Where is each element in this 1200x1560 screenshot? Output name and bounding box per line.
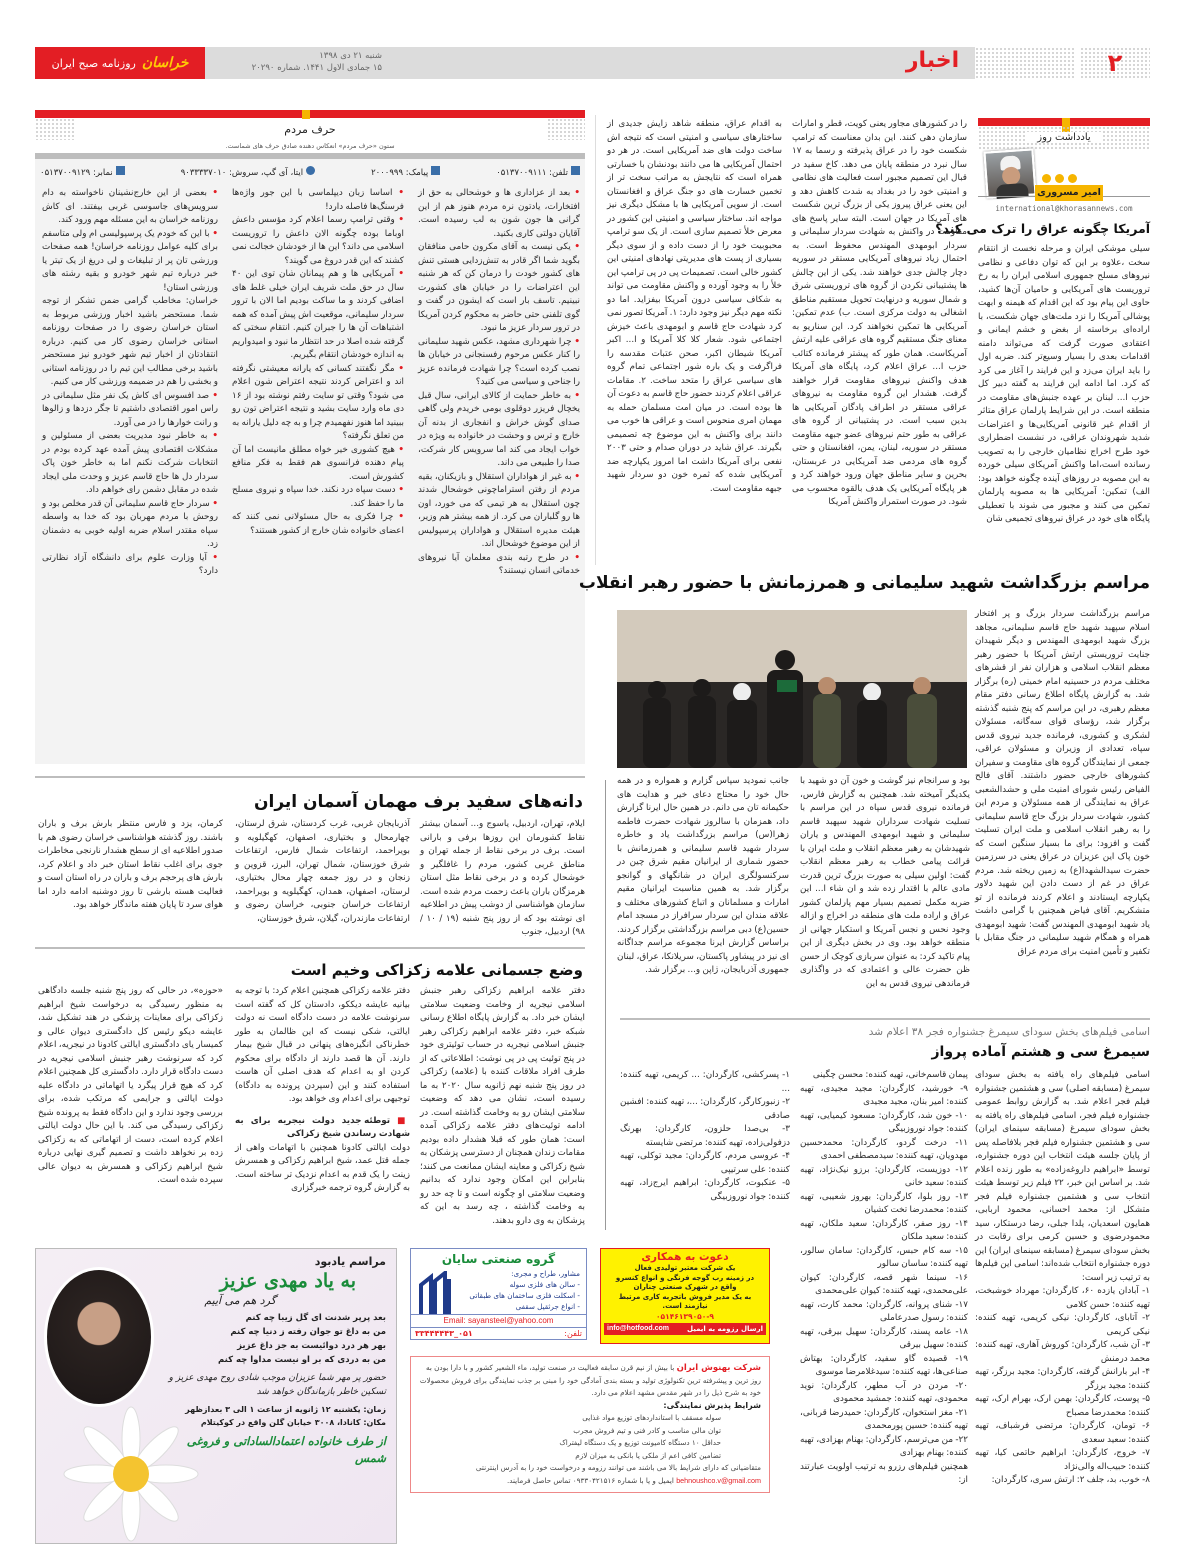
list-item: ۱۷- شنای پروانه، کارگردان: محمد کارت، تهیه کننده: رسول صدرعاملی bbox=[800, 1299, 968, 1323]
newspaper-logo bbox=[35, 47, 205, 79]
list-item: ۱۸- عامه پسند، کارگردان: سهیل بیرقی، تهیه کننده: سهیل بیرقی bbox=[800, 1326, 968, 1350]
zakzaky-column-2-text: دفتر علامه زکزاکی همچنین اعلام کرد: با توجه به بیانیه عایشه دیککو، دادستان کل که گفته است سرنوشت علامه در دست دادگاه است نه دولت ایالتی، شکی نیست که این ظالمان به طور خطرناکی انگیزه‌های پنهانی در قبال شیخ بیمار دارند. آن ها قصد دارند از دادگاه برای محکوم کردن او به اعدام که هدف اصلی آن هاست استفاده کنند و این (سپردن پرونده به دادگاه) توجیهی برای اعدام وی خواهد بود. bbox=[235, 986, 410, 1104]
sayan-services: مشاور، طراح و مجری: - سالن های فلزی سوله - اسکلت فلزی ساختمان های طبقاتی - انواع جرثقیل سقفی bbox=[469, 1269, 580, 1311]
memorial-kicker: مراسم یادبود bbox=[314, 1255, 386, 1268]
list-item: ۳- آن شب، کارگردان: کوروش آهاری، تهیه کننده: محمد درمنش bbox=[975, 1340, 1150, 1364]
harf-mardom-title: حرف مردم bbox=[74, 119, 545, 141]
editorial-headline: آمریکا چگونه عراق را ترک می کند؟ bbox=[935, 221, 1150, 236]
issue-date bbox=[222, 50, 382, 74]
behnoosh-intro: با بیش از نیم قرن سابقه فعالیت در صنعت تولید، ماء الشعیر کشور و با دارا بودن به روز ترین و پیشرفته ترین تکنولوژی تولید و بسته بندی آمادگی خود را مبنی بر جذب نمایندگی برای فروش محصولات خود به شرح ذیل را در شهر مقدس مشهد اعلام می دارد. bbox=[419, 1363, 761, 1397]
author-name: امیر مسروری bbox=[1035, 185, 1103, 201]
soleimani-text-column-3: جانب نمودید سپاس گزارم و همواره و در همه حال خود را محتاج دعای خیر و هدایت های حکیمانه تان می دانم. در همین حال ایرنا گزارش داد، همزمان با سالروز شهادت حضرت فاطمه زهرا(س) مراسم بزرگداشت یاد و خاطره سردار شهید قاسم سلیمانی و همرزمانش با حضور شماری از ایرانیان مقیم شرق چین در سرکنسولگری ایران در شانگهای و گوانجو برگزار شد. به همین مناسبت ایرانیان مقیم امارات و مسلمانان و اتباع کشورهای مختلف و علاقه مندان این سردار سرافراز در مسجد امام حسین(ع) دبی مراسم بزرگداشتی برگزار کردند. براساس گزارش ایرنا مجموعه مراسم جداگانه ای نیز در پیشاور پاکستان، سریلانکا، عراق، لبنان جمهوری آذربایجان، ژاپن و... برگزار شد. bbox=[617, 776, 789, 975]
invite-title: دعوت به همکاری bbox=[641, 1251, 729, 1263]
list-item: بعد پرپر شدنت ای گل زیبا چه کنم bbox=[245, 1313, 386, 1323]
list-item: • چرا فکری به حال مسئولانی نمی کنند که اعضای خانواده شان خارج از کشور هستند؟ bbox=[232, 511, 404, 538]
list-item: • صد افسوس ای کاش یک نفر مثل سلیمانی در راس امور اقتصادی داشتیم تا جگر دزدها و زالوها و رانت خوارها را در می آورد. bbox=[42, 390, 218, 431]
list-item: ۱۲- دوزیست، کارگردان: برزو نیک‌نژاد، تهیه کننده: سعید خانی bbox=[800, 1164, 968, 1188]
list-item: • یکی نیست به آقای مکرون حامی منافقان بگوید شما اگر قادر به تنش‌زدایی هستی تنش های کشور خودت را درمان کن که هر شنبه این اعتراضات را در خیابان های کشورت نبینیم. تاسف بار است که ایشون در گفت و گوی تلفنی حتی حاضر به محکوم کردن آمریکا در ترور سردار عزیز ما نبود. bbox=[418, 241, 580, 336]
list-item: • آیا وزارت علوم برای دانشگاه آزاد نظارتی دارد؟ bbox=[42, 552, 218, 579]
invite-cta[interactable]: ارسال رزومه به ایمیل info@hotfood.com bbox=[604, 1323, 766, 1335]
editorial-label: یادداشت روز bbox=[1027, 132, 1100, 143]
contact-fax[interactable]: نمابر: ۰۵۱۳۷۰۰۹۱۲۹ bbox=[40, 166, 125, 178]
harf-mardom-column-2 bbox=[232, 187, 404, 538]
list-item: • به خاطر نبود مدیریت بعضی از مسئولین و مشکلات اقتصادی پیش آمده عهد کرده بودم در انتخابات شرکت نکنم اما به خاطر خون پاک سردار دل ها حاج قاسم عزیز و وحدت ملی ایجاد شده در مقابل دشمن رای خواهم داد. bbox=[42, 430, 218, 498]
list-item: ۱۵- سه کام حبس، کارگردان: سامان سالور، تهیه کننده: ساسان سالور bbox=[800, 1245, 968, 1269]
films-kicker: اسامی فیلم‌های بخش سودای سیمرغ جشنواره فجر ۳۸ اعلام شد bbox=[868, 1026, 1150, 1038]
editorial-column-3: به اقدام عراق، منطقه شاهد زایش جدیدی از ساختارهای سیاسی و امنیتی است که نتیجه اش ساخت دولت های ضد آمریکایی است. در هر دو احتمال آمریکایی ها می دانند بودنشان با خسارتی همراه است که نتایجش به مراتب سخت تر از تخمین خسارت های دو جنگ عراق و افغانستان است. از سویی آمریکایی ها با مشکل دیگری نیز مواجه اند. ساختار سیاسی و امنیتی این کشور در معرض خلأ تصمیم سازی است. از یک سو ترامپ محبوبیت خود را از دست داده و از سوی دیگر بسیاری از پست های مدیریتی نهادهای امنیتی این کشور خالی است. تصمیمات پی در پی ترامپ این خلأ را به وجود آورده و واکنش مقاومت می تواند به شکاف سیاسی درون آمریکا بیفزاید. اما دو نکته مهم دیگر نیز وجود دارد: ۱. آمریکا تصور نمی کرد شهادت حاج قاسم و ابومهدی باعث خیزش اجتماعی شود. شعار کلا کلا آمریکا و ا... اکبر آمریکا شیطان اکبر، صحن عتبات مقدسه را فراگرفت و یک باره شور اجتماعی تمام گروه های سیاسی عراق را متحد ساخت. ۲. مقامات عراقی اعلام کردند حضور حاج قاسم به دعوت آن ها بوده است. در میان امت مسلمان حمله به مهمان امری منحوس است و عراقی ها خوب می دانند برای واکنش به این موضوع چه تصمیمی بگیرند. عراق شاید در دوران صدام و حتی ۲۰۰۳ نفعی برای آمریکا داشت اما امروز یکپارچه ضد آمریکایی شده که ثمره خون دو سردار شهید جبهه مقاومت است. bbox=[607, 119, 783, 494]
list-item: ۴- عروسی مردم، کارگردان: مجید توکلی، تهیه کننده: علی سرتیپی bbox=[620, 1151, 790, 1175]
soleimani-text-column-2: بود و سرانجام نیز گوشت و خون آن دو شهید با یکدیگر آمیخته شد. همچنین به گزارش فارس، فرمانده نیروی قدس سپاه در این مراسم با تسلیت شهادت سرداران شهید سپهبد قاسم سلیمانی و شهید ابومهدی المهندس و یاران شهیدشان به رهبر معظم انقلاب و ملت ایران با قرائت پیامی خطاب به رهبر معظم انقلاب گفت: اولین سیلی به صورت بزرگ ترین قدرت مادی عالم با اقتدار زده شد و ان شاء ا... این ضربه مکمل تصمیم بسیار مهم پارلمان کشور عراق و اراده ملت های منطقه در اخراج و ازاله وجود نحس و نجس آمریکا و استکبار جهانی از منطقه خواهد بود. وی در بخش دیگری از این پیام تاکید کرد: به عنوان سربازی کوچک از حسن ظن حضرت عالی و اعتمادی که در واگذاری فرماندهی نیروی قدس به این bbox=[800, 776, 970, 989]
list-item: نیازمند است. bbox=[662, 1302, 708, 1310]
harf-mardom-column-3 bbox=[42, 187, 218, 579]
list-item: توان مالی مناسب و کادر فنی و تیم فروش مجرب bbox=[573, 1425, 721, 1435]
snow-column-3: کرمان، یزد و فارس منتظر بارش برف و باران باشند. روز گذشته هواشناسی خراسان رضوی هم با صدور اطلاعیه ای از سطح هشدار نارنجی مخاطرات جوی برای اغلب نقاط استان خبر داد و اعلام کرد، بارش های پرحجم برف و باران در راه استان است و فعالیت هسته بارشی تا روز دوشنبه ادامه دارد اما هوای سرد تا پایان هفته ماندگار خواهد بود. bbox=[38, 819, 223, 910]
behnoosh-footer: متقاضیانی که دارای شرایط بالا می باشند می توانند رزومه و درخواست خود را به آدرس اینترنتی bbox=[475, 1463, 761, 1472]
ceremony-photo-figures bbox=[617, 610, 967, 768]
zakzaky-column-3: «حوزه»، در حالی که روز پنج شنبه جلسه دادگاهی به منظور رسیدگی به درخواست شیخ ابراهیم زکزاکی برای معاینات پزشکی در هند تشکیل شد، عایشه دیکو رئیس کل دادگستری دیوان عالی و کمیسار یای دادگستری ایالتی کادونا در نیجریه، اعلام کرد که سرنوشت رهبر جنبش اسلامی نیجریه در دست دادگاه قرار دارد. دادگستری کل همچنین اعلام کرد که هیچ قرار پیگرد یا اتهاماتی در دادگاه علیه دولت ایالتی و جرایمی که مرتکب شده، برای بررسی وجود ندارد و این دادگاه فقط به پرونده شیخ زکزاکی رسیدگی می کند. با این حال دولت ایالتی اعلام کرده است، دست از اتهاماتی که به زکزاکی زده بر نخواهد داشت و تصمیم گیری نهایی درباره شیخ ابراهیم زکزاکی و همسرش به دیوان عالی سپرده شده است. bbox=[38, 986, 223, 1185]
logo-brand: خراسان bbox=[141, 55, 189, 71]
list-item: خراسان: مخاطب گرامی ضمن تشکر از توجه شما. مستحضر باشید اخبار ورزشی مربوط به استان خراسان رضوی را در صفحات روزنامه استانی خراسان رضوی کار می کنیم. درباره انتقادتان از اخبار تیم شهر خودرو نیز مستحضر باشید برخی مطالب این تیم را در روزنامه استانی و بخشی را هم در ضمیمه ورزشی کار می کنیم. bbox=[42, 296, 218, 387]
list-item: همچنین فیلم‌های رزرو به ترتیب اولویت عبارتند از: bbox=[800, 1461, 968, 1485]
list-item: • در طرح رتبه بندی معلمان آیا نیروهای خدماتی انسان نیستند؟ bbox=[418, 552, 580, 579]
list-item: • سردار حاج قاسم سلیمانی آن قدر مخلص بود و روحش با مردم مهربان بود که خدا به واسطه سپاه مقتدر اسلام ضربه اولیه خوبی به دشمنان زد. bbox=[42, 498, 218, 552]
list-item: • به خاطر حمایت از کالای ایرانی، سال قبل یخچال فریزر دوقلوی بومی خریدم ولی گاهی صدای گوش خراش و انفجاری از بدنه آن خارج و ترس و وحشت در خانواده به ویژه در خواب ایجاد می کند اما سرویس کار شرکت، صدا را طبیعی می داند. bbox=[418, 390, 580, 471]
header-dots bbox=[975, 47, 1075, 79]
page-number: ۲ bbox=[1080, 47, 1150, 79]
list-item: ۶- تومان، کارگردان: مرتضی فرشباف، تهیه کننده: سعید سعدی bbox=[975, 1421, 1150, 1445]
job-invite-ad bbox=[600, 1248, 770, 1344]
logo-tagline: روزنامه صبح ایران bbox=[51, 56, 136, 70]
list-item: ۵- عنکبوت، کارگردان: ابراهیم ایرج‌زاد، تهیه کننده: جواد نوروزبیگی bbox=[620, 1178, 790, 1202]
list-item: • با این که خودم یک پرسپولیسی ام ولی متاسفم برای کلیه عوامل روزنامه خراسان! همه صفحات ورزشی تان پر از تبلیغات و لی دریغ از یک تیتر یا خبر درباره تیم شهر خودرو و بقیه رشته های ورزشی استان! bbox=[42, 228, 218, 296]
contact-sms[interactable]: پیامک: ۲۰۰۰۹۹۹ bbox=[371, 166, 440, 178]
behnoosh-footer2: ایمیل و یا با شماره ۰۹۳۳۰۴۲۱۵۱۶ تماس حاصل فرمایند. bbox=[506, 1475, 674, 1485]
sayan-phone: تلفن: ۰۵۱_۳۳۴۴۴۴۴۳ bbox=[411, 1327, 586, 1340]
list-item: • اساسا زبان دیپلماسی با این جور واژه‌ها فرسنگ‌ها فاصله دارد! bbox=[232, 187, 404, 214]
list-item: به یک مدیر فروش باتجربه کاری مرتبط bbox=[618, 1292, 752, 1301]
behnoosh-ad bbox=[410, 1356, 770, 1493]
zakzaky-column-1: دفتر علامه ابراهیم زکزاکی رهبر جنبش اسلامی نیجریه از وخامت وضعیت سلامتی ایشان خبر داد. به گزارش پایگاه اطلاع رسانی شبکه خبر، دفتر علامه ابراهیم زکزاکی رهبر جنبش اسلامی نیجریه در حساب توئیتری خود در پنج توئیت پی در پی نوشت: اطلاعاتی که از طرف افراد ملاقات کننده با (علامه) زکزاکی در روز پنج شنبه نهم ژانویه سال ۲۰۲۰ به ما رسیده است، نشان می دهد که وضعیت سلامتی ایشان رو به وخامت گذاشته است. در ادامه توئیت‌های دفتر علامه زکزاکی آمده است: همان طور که قبلا هشدار داده بودیم مقامات زندان همچنان از دسترسی پزشکان به شیخ زکزاکی و معاینه ایشان ممانعت می کنند؛ بنابراین این امکان وجود ندارد که بدانیم وضعیت سلامتی او چگونه است و تا چه حد رو به وخامت گذاشته ، چه رسد به این که پزشکان به وی دارو بدهند. bbox=[420, 986, 586, 1226]
list-item: • چرا شهرداری مشهد، عکس شهید سلیمانی را کنار عکس مرحوم رفسنجانی در خیابان ها نصب کرده است؟ چرا شهادت فرمانده عزیز را جناحی و سیاسی می کنید؟ bbox=[418, 336, 580, 390]
memorial-subtitle: گرد هم می آییم bbox=[204, 1294, 276, 1307]
phone-icon bbox=[571, 166, 580, 175]
films-intro: اسامی فیلم‌های راه یافته به بخش سودای سیمرغ (مسابقه اصلی) سی و هشتمین جشنواره فیلم فجر اعلام شد. به گزارش روابط عمومی جشنواره فیلم فجر، اسامی فیلم‌های راه یافته به بخش سودای سیمرغ (مسابقه سینمای ایران) سی و هشتمین جشنواره فیلم فجر بلافاصله پس از پایان جلسه هیئت انتخاب این دوره جشنواره، توسط «ابراهیم داروغه‌زاده» به طور زنده اعلام شد. بر اساس این خبر، ۲۲ فیلم زیر توسط هیئت انتخاب سی و هشتمین جشنواره فیلم فجر متشکل از: محمد احسانی، محمود اربابی، همایون اسعدیان، یلدا جبلی، رضا درستکار، سید محمودرضوی و حسین کرمی برای رقابت در بخش سودای سیمرغ (مسابقه سینمای ایران) این دوره جشنواره انتخاب شده‌اند: اسامی این فیلم‌ها به ترتیب زیر است: bbox=[975, 1070, 1150, 1283]
contact-phone[interactable]: تلفن: ۰۵۱۳۷۰۰۹۱۱۱ bbox=[496, 166, 580, 178]
list-item: ۱۴- روز صفر، کارگردان: سعید ملکان، تهیه کننده: سعید ملکان bbox=[800, 1218, 968, 1242]
author-email[interactable]: international@khorasannews.com bbox=[995, 204, 1133, 213]
list-item: حداقل ۱۰ دستگاه کامیونت توزیع و یک دستگاه لیفتراک bbox=[559, 1438, 721, 1447]
memorial-place: مکان: کانادا، ۳۰۰۸ خیابان گلن واقع در کوکیتلام bbox=[200, 1418, 386, 1427]
snow-column-2: آذربایجان غربی، غرب کردستان، شرق لرستان، چهارمحال و بختیاری، اصفهان، کهگیلویه و بویراحمد، ارتفاعات شمال فارس، ارتفاعات شرق خوزستان، شمال تهران، البرز، قزوین و زنجان و در روز جمعه چهار محال بختیاری، لرستان، اصفهان، همدان، کهگیلویه و بویراحمد، ارتفاعات خراسان جنوبی، خراسان رضوی و ارتفاعات مازندران، گیلان، شرق خوزستان، bbox=[235, 819, 410, 924]
list-item: ۴- ابر بارانش گرفته، کارگردان: مجید برزگر، تهیه کننده: مجید برزگر bbox=[975, 1367, 1150, 1391]
list-item: • بعضی از این خارج‌نشینان ناخواسته به دام سرویس‌های جاسوسی غربی بیفتند. ای کاش روزنامه خراسان به این مسئله مهم ورود کند. bbox=[42, 187, 218, 228]
contact-bar bbox=[40, 163, 580, 181]
list-item: • وقتی ترامپ رسما اعلام کرد مؤسس داعش اوباما بوده چگونه الان داعش را تروریست اسلامی می داند؟ این ها از خودشان خجالت نمی کشند که این قدر دروغ می گویند؟ bbox=[232, 214, 404, 268]
date-line-lunar-issue: ۱۵ جمادی الاول ۱۴۴۱. شماره ۲۰۲۹۰ bbox=[251, 63, 382, 73]
list-item: در زمینه رب گوجه فرنگی و انواع کنسرو bbox=[615, 1273, 755, 1282]
memorial-title: به یاد مهدی عزیز bbox=[219, 1270, 356, 1292]
zakzaky-headline: وضع جسمانی علامه زکزاکی وخیم است bbox=[290, 961, 583, 979]
author-photo bbox=[983, 148, 1036, 198]
list-item: من به دردی که بر او نیست مداوا چه کنم bbox=[217, 1355, 386, 1365]
behnoosh-email[interactable]: behnoushco.v@gmail.com bbox=[676, 1475, 761, 1485]
memorial-portrait bbox=[44, 1267, 154, 1407]
editorial-column-2: را در کشورهای مجاور یعنی کویت، قطر و امارات سازمان دهی کنند. این بدان معناست که ترامپ شکست خود را در عراق پذیرفته و رسما به ۱۷ سال نبرد در منطقه پایان می دهد. کاخ سفید در قبال این تصمیم مجبور است فعالیت های نظامی و امنیتی خود را در بغداد به شدت کاهش دهد و این یعنی عراق پیروز یکی از بزرگ ترین شکست های آمریکا در جهان است. البته سایر پاسخ های مقاومت در واکنش به شهادت سردار سلیمانی و سردار ابومهدی المهندس محفوظ است. به احتمال زیاد نیروهای آمریکایی مستقر در سوریه دچار چالش جدی خواهند شد. یکی از این چالش ها پشتیبانی نکردن از گروه های تروریستی شرق و شمال سوریه و درنهایت تحویل مستقیم مناطق اشغالی به دولت مرکزی است. ب) عدم تمکین: آمریکایی ها تمکین نخواهند کرد. این سناریو به معنای جنگ مستقیم گروه های عراقی علیه ارتش آمریکاست. همان طور که پیشتر فرمانده کتائب حزب ا... عراق اعلام کرد، پایگاه های آمریکا هدف واکنش نیروهای مقاومت قرار خواهند گرفت. هشدار این گروه مقاومت به نیروهای عراقی مستقر در اطراف پادگان آمریکایی ها بدین سبب است. در پشتیبانی از گروه های عراقی به طور حتم نیروهای عضو جبهه مقاومت مستقر در سوریه، لبنان، یمن، افغانستان و حتی گروه های مردمی ضد آمریکایی در عربستان، بحرین و سایر مناطق جهان ورود خواهند کرد و هر پایگاه آمریکایی یک هدف بالقوه محسوب می شود. در صورت استمرار واکنش آمریکا bbox=[792, 119, 967, 507]
list-item: ۱۹- قصیده گاو سفید، کارگردان: بهتاش صناعی‌ها، تهیه کننده: سیدغلامرضا موسوی bbox=[800, 1353, 968, 1377]
sayan-ad bbox=[410, 1248, 587, 1340]
list-item: • دست سپاه درد نکند. خدا سپاه و نیروی مسلح ما را حفظ کند. bbox=[232, 484, 404, 511]
memorial-ad bbox=[35, 1248, 397, 1544]
harf-mardom-column-1 bbox=[418, 187, 580, 579]
contact-messengers[interactable]: ایتا، آی گپ، سروش: ۹۰۳۳۳۳۷۰۱۰ bbox=[181, 166, 315, 178]
list-item: ۱- پسرکشی، کارگردان: ... کریمی، تهیه کننده: ... bbox=[620, 1070, 790, 1094]
list-item: تضامین کافی اعم از ملکی یا بانکی به میزان لازم bbox=[575, 1450, 721, 1460]
list-item: • مگر نگفتند کسانی که یارانه معیشتی نگرفته اند و اعتراض کردند نتیجه اعتراض شون اعلام می شود؟ وقتی تو سایت رفتم نوشته بود از ۱۶ دی ماه وارد سایت بشید و نتیجه اعتراض تون رو ببینید اما هنوز نفهمیدم چرا و به چه دلیل یارانه به من تعلق نگرفته؟ bbox=[232, 363, 404, 444]
fax-icon bbox=[116, 166, 125, 175]
snow-column-1: ایلام، تهران، اردبیل، یاسوج و... آسمان بیشتر نقاط کشورمان این روزها برفی و بارانی است. برف در برخی نقاط از جمله تهران و مناطق غربی کشور، مردم را غافلگیر و خوشحال کرده و در برخی نقاط مثل استان هرمزگان باران باعث زحمت مردم شده است. سازمان هواشناسی از دوشب پیش در اطلاعیه ای نوشته بود که از روز پنج شنبه (۱۹ / ۱۰ / ۹۸) اردبیل، جنوب bbox=[420, 819, 586, 937]
list-item: • به غیر از هواداران استقلال و بازیکنان، بقیه مردم از رفتن استراماچونی خوشحال شدند چون استقلال به هر تیمی که می خورد، اون ها رو گلباران می کرد. از همه بیشتر هم وزیر، هیئت مدیره استقلال و هواداران پرسپولیس از این موضوع خوشحال اند. bbox=[418, 471, 580, 552]
list-item: ۱۳- روز بلوا، کارگردان: بهروز شعیبی، تهیه کننده: محمدرضا تخت کشیان bbox=[800, 1191, 968, 1215]
list-item: ۳- بی‌صدا حلزون، کارگردان: بهرنگ دزفولی‌زاده، تهیه کننده: مرتضی شایسته bbox=[620, 1124, 790, 1148]
memorial-text-block bbox=[161, 1255, 386, 1467]
memorial-body: حضور پر مهر شما عزیزان موجب شادی روح مهدی عزیز و تسکین خاطر بازماندگان خواهد شد bbox=[168, 1373, 386, 1397]
list-item: ۲- زنبورکارگر، کارگردان: ...، تهیه کننده: افشین صادقی bbox=[620, 1097, 790, 1121]
invite-phone: ۰۵۱۴۶۱۳۹۰۵۰-۹ bbox=[655, 1311, 715, 1321]
list-item: من به داغ تو جوان رفته ز دنیا چه کنم bbox=[230, 1327, 386, 1337]
sayan-email[interactable]: Email: sayansteel@yahoo.com bbox=[411, 1314, 586, 1327]
behnoosh-conditions-title: شرایط پذیرش نمایندگی: bbox=[663, 1400, 761, 1410]
list-item: ۵- پوست، کارگردان: بهمن ارک، بهرام ارک، تهیه کننده: محمدرضا مصباح bbox=[975, 1394, 1150, 1418]
soleimani-headline: مراسم بزرگداشت شهید سلیمانی و همرزمانش با حضور رهبر انقلاب bbox=[578, 573, 1150, 593]
list-item: - سالن های فلزی سوله bbox=[509, 1280, 580, 1289]
zakzaky-subhead: ■ توطئه جدید دولت نیجریه برای به شهادت رساندن شیخ زکزاکی bbox=[235, 1115, 410, 1139]
memorial-from: از طرف خانواده اعتمادالساداتی و فروغی شمس bbox=[186, 1434, 386, 1465]
list-item: ۲۱- مغز استخوان، کارگردان: حمیدرضا قربانی، تهیه کننده: حسین پورمحمدی bbox=[800, 1407, 968, 1431]
list-item: پیمان قاسم‌خانی، تهیه کننده: محسن چگینی bbox=[812, 1070, 968, 1080]
list-item: • آمریکایی ها و هم پیمانان شان توی این ۴۰ سال در حق ملت شریف ایران خیلی غلط های اضافی کردند و ما ساکت بودیم اما الان با ترور سردار سلیمانی، موقعیت اش پیش آمده که همه اشتباهات آن ها را جبران کنیم. انتقام سختی که گرفته شده اصلا در حد انتظار ما نبود و امیدواریم به اندازه خودشان انتقام بگیریم. bbox=[232, 268, 404, 363]
list-item: - انواع جرثقیل سقفی bbox=[515, 1302, 580, 1311]
list-item: ۱۱- درخت گردو، کارگردان: محمدحسین مهدویان، تهیه کننده: سیدمصطفی احمدی bbox=[800, 1137, 968, 1161]
zakzaky-column-2 bbox=[235, 985, 410, 1196]
invite-body bbox=[601, 1264, 769, 1312]
list-item: سوله مسقف با استانداردهای توزیع مواد غذایی bbox=[582, 1413, 721, 1422]
list-item: ۲- آتابای، کارگردان: نیکی کریمی، تهیه کننده: نیکی کریمی bbox=[975, 1313, 1150, 1337]
section-title: اخبار bbox=[905, 48, 960, 73]
ceremony-photo bbox=[617, 610, 967, 768]
list-item: ۷- خروج، کارگردان: ابراهیم حاتمی کیا، تهیه کننده: حبیب‌اله والی‌نژاد bbox=[975, 1448, 1150, 1472]
list-item: واقع در شهرک صنعتی چناران bbox=[633, 1283, 737, 1291]
list-item: • هیچ کشوری خیر خواه مطلق مانیست اما آن پیام دهنده فرانسوی هم فقط به فکر منافع کشورش است. bbox=[232, 444, 404, 485]
harf-mardom-red-bar bbox=[35, 110, 585, 118]
zakzaky-column-2b-text: دولت ایالتی کادونا همچنین با اتهامات واهی از جمله قتل عمد، شیخ ابراهیم زکزاکی و همسرش زینت را یک قدم به اعدام نزدیک تر ساخته است. به گزارش گروه ترجمه خبرگزاری bbox=[235, 1142, 410, 1193]
films-list-main-a bbox=[975, 1285, 1150, 1488]
list-item: ۱- آبادان یازده ۶۰، کارگردان: مهرداد خوشبخت، تهیه کننده: حسن کلامی bbox=[975, 1286, 1150, 1310]
behnoosh-company: شرکت بهنوش ایران bbox=[676, 1363, 761, 1373]
date-line-solar: شنبه ۲۱ دی ۱۳۹۸ bbox=[319, 51, 382, 61]
list-item: • بعد از عزاداری ها و خوشحالی به حق از افتخارات، یادتون نره مردم هنوز هم از این گرانی ها جون شون به لب رسیده است. آقایان دولتی کاری بکنید. bbox=[418, 187, 580, 241]
list-item: ۲۲- من می‌ترسم، کارگردان: بهنام بهزادی، تهیه کننده: بهنام بهزادی bbox=[800, 1434, 968, 1458]
list-item: ۱۰- خون شد، کارگردان: مسعود کیمیایی، تهیه کننده: جواد نوروزبیگی bbox=[800, 1110, 968, 1134]
snow-headline: دانه‌های سفید برف مهمان آسمان ایران bbox=[253, 792, 583, 812]
films-reserve-list bbox=[620, 1069, 790, 1204]
building-structure-icon bbox=[417, 1271, 457, 1315]
films-column-1 bbox=[975, 1069, 1150, 1488]
soleimani-text-column-1: مراسم بزرگداشت سردار بزرگ و پر افتخار اسلام سپهبد شهید حاج قاسم سلیمانی، مجاهد بزرگ شهید ابومهدی المهندس و دیگر شهیدان جنایت تروریستی ارتش آمریکا با حضور رهبر معظم انقلاب اسلامی و هزاران نفر از قشرهای مختلف مردم در حسینیه امام خمینی (ره) برگزار شد. به گزارش پایگاه اطلاع رسانی دفتر مقام معظم رهبری، در این مراسم که پنج شنبه گذشته برگزار شد، رؤسای قوای سه‌گانه، مسئولان لشکری و کشوری، فرمانده جدید نیروی قدس سپاه، تعدادی از وزیران و مسئولان عراقی، جمعی از نمایندگان گروه های مقاومت و سفیران کشورهای خارجی حضور داشتند. آقای فالح الفیاض رئیس شورای امنیت ملی و حشدالشعبی عراق به نمایندگی از همه مسئولان و مردم این کشور، شهادت سردار بزرگ حاج قاسم سلیمانی را به رهبر انقلاب اسلامی و ملت ایران تسلیت گفت و افزود: برای ما بسیار سنگین است که خون پاک این عزیزان در عراق یعنی در سرزمین حضرت سیدالشهدا(ع) به زمین ریخته شد. مردم عراق در غم از دست دادن این شهید دلاور یکپارچه ایستادند و اعلام کردند فرمانده از تو متشکریم. آقای فیاض همچنین با گرامی داشت یاد شهید ابومهدی المهندس گفت: شهید ابومهدی همراه و همگام شهید سلیمانی در جنگ مقابل با تکفیر و تأمین امنیت برای مردم عراق bbox=[975, 609, 1150, 957]
editorial-column-1: سیلی موشکی ایران و مرحله نخست از انتقام سخت ،علاوه بر این که توان دفاعی و نظامی نیروهای مسلح جمهوری اسلامی ایران را به رخ تروریست های آمریکایی و حامیان آن‌ها کشید، حاوی این پیام بود که این اقدام که هیمنه و ابهت پوشالی آمریکا را نزد ملت‌های جهان شکست، با اراده‌ای برخاسته از بغض و خشم ایمانی و اعتقادی صورت گرفت که می‌تواند دامنه اقدامات بعدی را بسیار وسیع‌تر کند. ضربه اول را باید ایران می‌زد و این فرایند را آغاز می کرد که کرد. اما ادامه این فرایند به گفته دبیر کل حزب ا... لبنان بر عهده جنبش‌های مقاومت در منطقه است. در این شرایط پارلمان عراق متاثر از اقدام غیر قانونی آمریکایی‌ها و اعتراضات شدید شهروندان عراقی، در نشست اضطراری خود طرح اخراج نظامیان خارجی را به تصویب رسانده است،اما واکنش آمریکای سیلی خورده به این مصوبه در روزهای آینده چگونه خواهد بود: الف) تمکین: آمریکایی ها به مصوبه پارلمان تمکین می کنند و مجبور می شوند با تعطیلی پایگاه های خود در عراق نیروهای تجمیعی شان bbox=[978, 244, 1150, 524]
sayan-title: گروه صنعتی سایان bbox=[441, 1252, 556, 1266]
list-item: ۹- خورشید، کارگردان: مجید مجیدی، تهیه کننده: امیر بنان، مجید مجیدی bbox=[800, 1083, 968, 1107]
list-item: بهر هر درد دوائیست به جز داغ عزیز bbox=[237, 1341, 386, 1351]
films-column-2 bbox=[800, 1069, 968, 1488]
memorial-time: زمان: یکشنبه ۱۲ ژانویه از ساعت ۱ الی ۳ بعدازظهر bbox=[185, 1405, 386, 1414]
memorial-poem bbox=[161, 1311, 386, 1367]
behnoosh-conditions bbox=[419, 1412, 761, 1462]
list-item: - اسکلت فلزی ساختمان های طبقاتی bbox=[469, 1291, 580, 1300]
list-item: ۲۰- مردن در آب مطهر، کارگردان: نوید محمودی، تهیه کننده: جمشید محمودی bbox=[800, 1380, 968, 1404]
list-item: ۸- خوب، بد، جلف ۲: ارتش سری، کارگردان: bbox=[991, 1475, 1150, 1485]
list-item: ۱۶- سینما شهر قصه، کارگردان: کیوان علی‌محمدی، تهیه کننده: کیوان علی‌محمدی bbox=[800, 1272, 968, 1296]
harf-mardom-subtitle: ستون «حرف مردم» انعکاس دهنده صادق حرف های شماست. bbox=[225, 142, 395, 150]
messenger-icon bbox=[306, 166, 315, 175]
list-item: یک شرکت معتبر تولیدی فعال bbox=[634, 1264, 736, 1272]
sms-icon bbox=[431, 166, 440, 175]
films-headline: سیمرغ سی و هشتم آماده پرواز bbox=[931, 1044, 1150, 1060]
